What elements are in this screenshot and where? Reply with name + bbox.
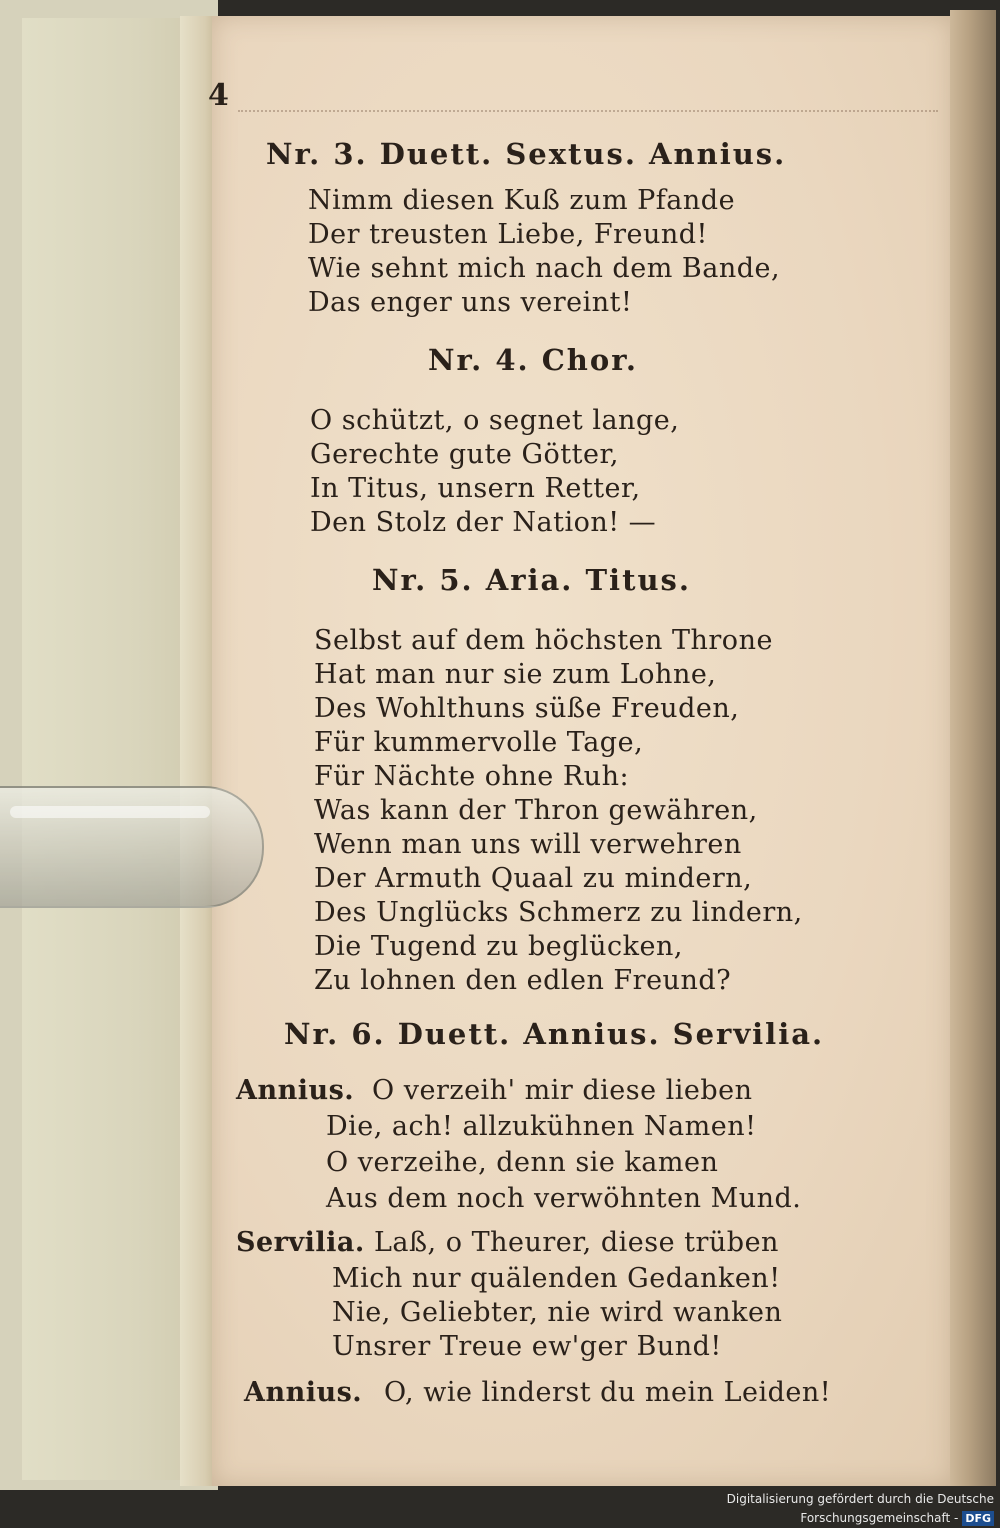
verse-line: O, wie linderst du mein Leiden! <box>384 1377 832 1408</box>
footer-text: Digitalisierung gefördert durch die Deutsche Forschungsgemeinschaft - <box>726 1492 994 1525</box>
verse-line: Die Tugend zu beglücken, <box>314 931 683 962</box>
speaker-name: Servilia. <box>236 1227 365 1258</box>
section-heading-6: Nr. 6. Duett. Annius. Servilia. <box>284 1017 825 1051</box>
verse-line: Der Armuth Quaal zu mindern, <box>314 863 753 894</box>
verse-line: O verzeih' mir diese lieben <box>372 1075 753 1106</box>
section-heading-3: Nr. 3. Duett. Sextus. Annius. <box>266 137 787 171</box>
page-edge <box>950 10 996 1486</box>
verse-line: Für Nächte ohne Ruh: <box>314 761 630 792</box>
speaker-name: Annius. <box>236 1075 355 1106</box>
verse-line: Gerechte gute Götter, <box>310 439 619 470</box>
verse-line: Wenn man uns will verwehren <box>314 829 742 860</box>
section-heading-5: Nr. 5. Aria. Titus. <box>372 563 691 597</box>
page-gutter <box>180 16 216 1486</box>
speaker-name: Annius. <box>244 1377 363 1408</box>
verse-line: O schützt, o segnet lange, <box>310 405 680 436</box>
dfg-logo: DFG <box>962 1511 994 1526</box>
page-number: 4 <box>208 78 229 113</box>
verse-line: In Titus, unsern Retter, <box>310 473 641 504</box>
verse-line: Des Unglücks Schmerz zu lindern, <box>314 897 803 928</box>
verse-line: Was kann der Thron gewähren, <box>314 795 758 826</box>
verse-line: Nimm diesen Kuß zum Pfande <box>308 185 736 216</box>
section-heading-4: Nr. 4. Chor. <box>428 343 638 377</box>
verse-line: Der treusten Liebe, Freund! <box>308 219 708 250</box>
verse-line: Unsrer Treue ew'ger Bund! <box>332 1331 722 1362</box>
verse-line: Hat man nur sie zum Lohne, <box>314 659 717 690</box>
verse-line: Das enger uns vereint! <box>308 287 633 318</box>
verse-line: Selbst auf dem höchsten Throne <box>314 625 773 656</box>
verse-line: O verzeihe, denn sie kamen <box>326 1147 719 1178</box>
verse-line: Den Stolz der Nation! — <box>310 507 657 538</box>
verse-line: Laß, o Theurer, diese trüben <box>374 1227 779 1258</box>
verse-line: Wie sehnt mich nach dem Bande, <box>308 253 781 284</box>
header-rule <box>238 110 938 120</box>
verse-line: Zu lohnen den edlen Freund? <box>314 965 732 996</box>
verse-line: Für kummervolle Tage, <box>314 727 644 758</box>
verse-line: Des Wohlthuns süße Freuden, <box>314 693 740 724</box>
digitization-footer <box>600 1490 1000 1525</box>
verse-line: Mich nur quälenden Gedanken! <box>332 1263 781 1294</box>
verse-line: Die, ach! allzukühnen Namen! <box>326 1111 757 1142</box>
verse-line: Aus dem noch verwöhnten Mund. <box>326 1183 802 1214</box>
verse-line: Nie, Geliebter, nie wird wanken <box>332 1297 783 1328</box>
page-holder-tool <box>0 786 264 908</box>
